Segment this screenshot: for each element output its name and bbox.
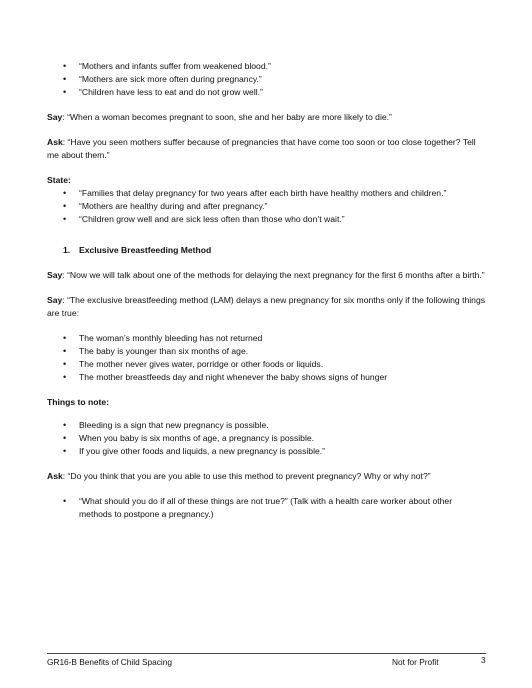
list-item: • “Mothers and infants suffer from weakened blood.” [63,61,271,71]
list-item: • “Children grow well and are sick less often than those who don’t wait.” [63,214,345,224]
notes-bullet-list [63,419,487,458]
state-label: State: [47,175,71,185]
bullet-icon: • [63,420,67,430]
page-number: 3 [481,655,486,665]
things-to-note-label: Things to note: [47,397,110,407]
ask-paragraph [47,136,487,162]
bullet-icon: • [63,74,67,84]
ask-text: : “Do you think that you are you able to use this method to prevent pregnancy? Why or why not?” [62,471,431,481]
list-item: • If you give other foods and liquids, a new pregnancy is possible.” [63,446,326,456]
say-label: Say [47,295,63,305]
list-item: • The mother breastfeeds day and night whenever the baby shows signs of hunger [63,372,388,382]
ask-text: : “Have you seen mothers suffer because of pregnancies that have come too soon or too close together? Tell me about them.” [47,137,476,160]
footer-notice: Not for Profit [392,657,439,667]
say-paragraph [47,269,487,282]
say-text: : “Now we will talk about one of the methods for delaying the next pregnancy for the first 6 months after a birth.” [62,270,485,280]
bullet-icon: • [63,61,67,71]
say-label: Say [47,112,63,122]
list-item: • The woman’s monthly bleeding has not returned [63,333,263,343]
document-body [47,60,487,521]
ask-label: Ask [47,137,63,147]
list-item: • “Families that delay pregnancy for two years after each birth have healthy mothers and children.” [63,188,447,198]
list-item: • When you baby is six months of age, a pregnancy is possible. [63,433,315,443]
bullet-icon: • [63,372,67,382]
section-title: Exclusive Breastfeeding Method [79,245,212,255]
final-bullet-list [63,495,487,521]
list-item: • The mother never gives water, porridge or other foods or liquids. [63,359,324,369]
bullet-icon: • [63,214,67,224]
bullet-icon: • [63,433,67,443]
say-paragraph [47,111,487,124]
section-number: 1. [63,245,71,255]
list-item: • The baby is younger than six months of age. [63,346,249,356]
bullet-icon: • [63,87,67,97]
say-paragraph [47,294,487,320]
say-text: : “The exclusive breastfeeding method (LAM) delays a new pregnancy for six months only if the following things are true: [47,295,486,318]
say-text: : “When a woman becomes pregnant to soon, she and her baby are more likely to die.” [62,112,392,122]
section-heading [63,244,487,257]
ask-label: Ask [47,471,63,481]
say-label: Say [47,270,63,280]
page-footer [47,653,486,667]
footer-document-title: GR16-B Benefits of Child Spacing [47,657,172,667]
list-item: • “Children have less to eat and do not grow well.” [63,87,263,97]
list-item: • “Mothers are sick more often during pregnancy.” [63,74,262,84]
list-item: • Bleeding is a sign that new pregnancy is possible. [63,420,269,430]
list-item: • “What should you do if all of these things are not true?” (Talk with a health care worker about other methods to postpone a pregnancy.) [63,496,453,519]
list-item: • “Mothers are healthy during and after pregnancy.” [63,201,268,211]
bullet-icon: • [63,188,67,198]
bullet-icon: • [63,333,67,343]
top-bullet-list [63,60,487,99]
bullet-icon: • [63,496,67,506]
state-bullet-list [63,187,487,226]
ask-paragraph [47,470,487,483]
bullet-icon: • [63,359,67,369]
bullet-icon: • [63,346,67,356]
conditions-bullet-list [63,332,487,384]
bullet-icon: • [63,201,67,211]
bullet-icon: • [63,446,67,456]
